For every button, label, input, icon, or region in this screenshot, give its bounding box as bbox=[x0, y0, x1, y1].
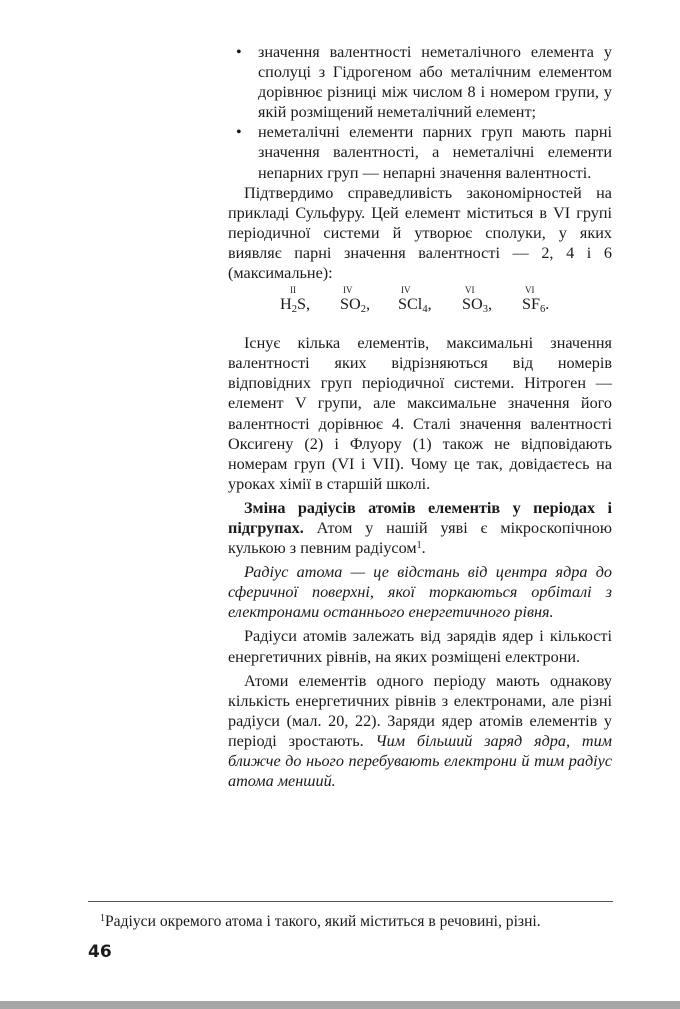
paragraph-depend: Радіуси атомів залежать від зарядів ядер і кількості енергетичних рівнів, на яких розміщені електрони. bbox=[228, 627, 612, 666]
bullet-icon: • bbox=[236, 43, 242, 61]
paragraph-sulfur: Підтвердимо справедливість закономірностей на прикладі Сульфуру. Цей елемент міститься в VI групі періодичної системи й утворює сполуки, у яких виявляє парні значення валентності — 2, 4 і 6 (максимальне): bbox=[228, 183, 612, 283]
page-number: 46 bbox=[88, 942, 112, 962]
paragraph-period: Атоми елементів одного періоду мають однакову кількість енергетичних рівнів з електронами, але різні радіуси (мал. 20, 22). Заряди ядер атомів елементів у періоді зростають. Чим більший заряд ядра, тим ближче до нього перебувають електрони й тим радіус атома менший. bbox=[228, 671, 612, 791]
section-heading: Зміна радіусів атомів елементів у періодах і підгрупах. bbox=[228, 498, 612, 537]
bullet-icon: • bbox=[236, 123, 242, 142]
footnote-marker: 1 bbox=[416, 540, 422, 552]
emphasis: Чим більший заряд ядра, тим ближче до нього перебувають електрони й тим радіус атома менший. bbox=[228, 731, 612, 791]
footnote: $^1$Радіуси окремого атома і такого, який міститься в речовині, різні. bbox=[100, 913, 541, 930]
paragraph-radius: Зміна радіусів атомів елементів у періодах і підгрупах. Атом у нашій уяві є мікроскопічною кулькою з певним радіусом$^1$. bbox=[228, 498, 612, 558]
footnote-divider bbox=[88, 901, 613, 902]
formula-row: II $H_2S$, IV $SO_2$, IV SCl$_4$, VI $SO_3$, VI $SF_6$. bbox=[280, 285, 550, 316]
list-item bbox=[228, 122, 612, 182]
bullet-text: значення валентності неметалічного елемента у сполуці з Гідрогеном або металічним елементом дорівнює різниці між числом 8 і номером групи, у якій розміщений неметалічний елемент; bbox=[258, 43, 612, 122]
main-text bbox=[228, 42, 612, 791]
bottom-bar bbox=[0, 1001, 680, 1009]
paragraph-exceptions: Існує кілька елементів, максимальні значення валентності яких відрізняються від номерів відповідних груп періодичної системи. Нітроген — елемент V групи, але максимальне значення його валентності дорівнює 4. Сталі значення валентності Оксигену (2) і Флуору (1) також не відповідають номерам груп (VI і VII). Чому це так, довідаєтесь на уроках хімії в старшій школі. bbox=[228, 334, 612, 493]
bullet-text: неметалічні елементи парних груп мають парні значення валентності, а неметалічні елементи непарних груп — непарні значення валентності. bbox=[258, 123, 612, 182]
definition: Радіус атома — це відстань від центра ядра до сферичної поверхні, якої торкаються орбіталі з електронами останнього енергетичного рівня. bbox=[228, 563, 612, 622]
list-item bbox=[228, 42, 612, 122]
